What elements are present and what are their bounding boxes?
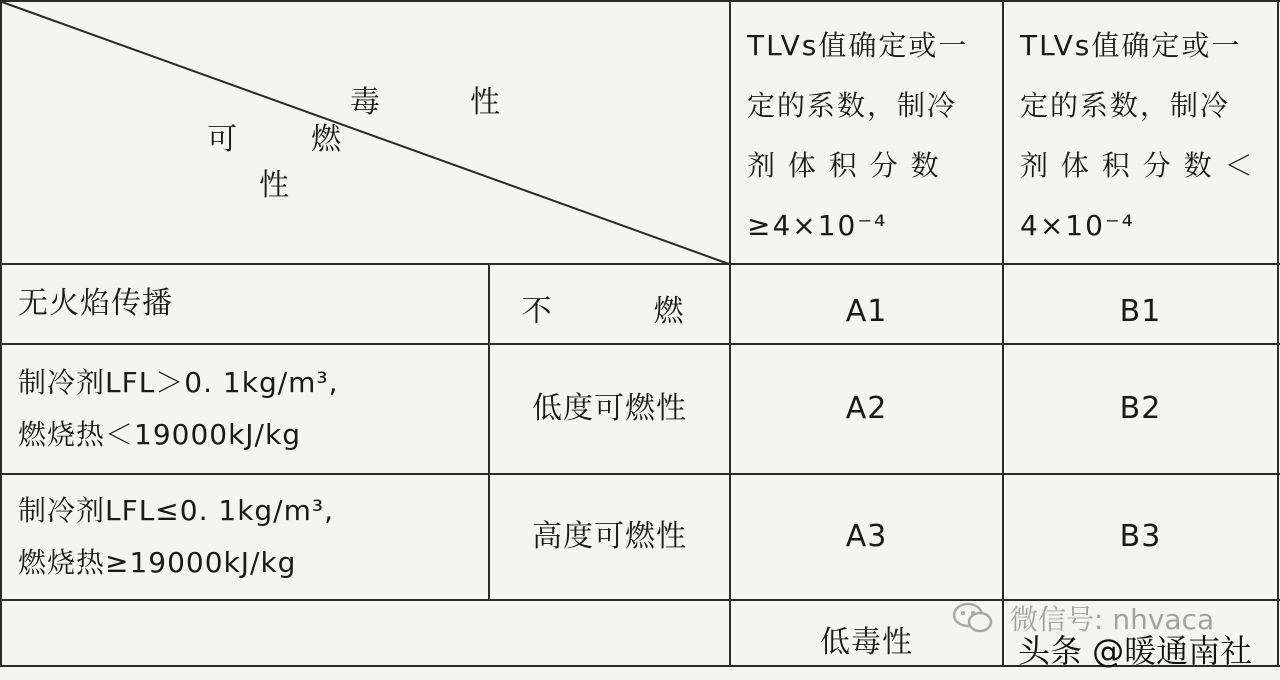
safety-group-a2: A2 bbox=[845, 390, 888, 426]
safety-group-a3: A3 bbox=[845, 518, 888, 554]
diag-label-toxicity: 毒 性 bbox=[350, 84, 530, 120]
row-condition: 制冷剂LFL＞0. 1kg/m³, 燃烧热＜19000kJ/kg bbox=[18, 366, 339, 451]
row-flammability-class: 高度可燃性 bbox=[532, 518, 687, 554]
row-condition: 制冷剂LFL≤0. 1kg/m³, 燃烧热≥19000kJ/kg bbox=[18, 494, 335, 579]
border-right bbox=[1277, 0, 1279, 667]
low-toxicity-label: 低毒性 bbox=[820, 624, 913, 660]
header-toxicity-lower-threshold: TLVs值确定或一 定的系数，制冷 剂 体 积 分 数 ＜ 4×10⁻⁴ bbox=[1020, 29, 1255, 242]
safety-group-b1: B1 bbox=[1119, 293, 1162, 329]
wechat-watermark: 微信号: nhvaca bbox=[1010, 603, 1215, 636]
row-flammability-class: 不 燃 bbox=[521, 293, 698, 329]
header-toxicity-higher-threshold: TLVs值确定或一 定的系数，制冷 剂 体 积 分 数 ≥4×10⁻⁴ bbox=[747, 29, 969, 242]
safety-group-a1: A1 bbox=[845, 293, 888, 329]
row-flammability-class: 低度可燃性 bbox=[532, 390, 687, 426]
row-condition: 无火焰传播 bbox=[18, 285, 173, 321]
toutiao-watermark: 头条 @暖通南社 bbox=[1018, 632, 1253, 670]
diag-label-flammability: 可 燃 性 bbox=[207, 121, 415, 203]
safety-group-b3: B3 bbox=[1119, 518, 1162, 554]
safety-group-b2: B2 bbox=[1119, 390, 1162, 426]
wechat-icon bbox=[952, 600, 994, 636]
